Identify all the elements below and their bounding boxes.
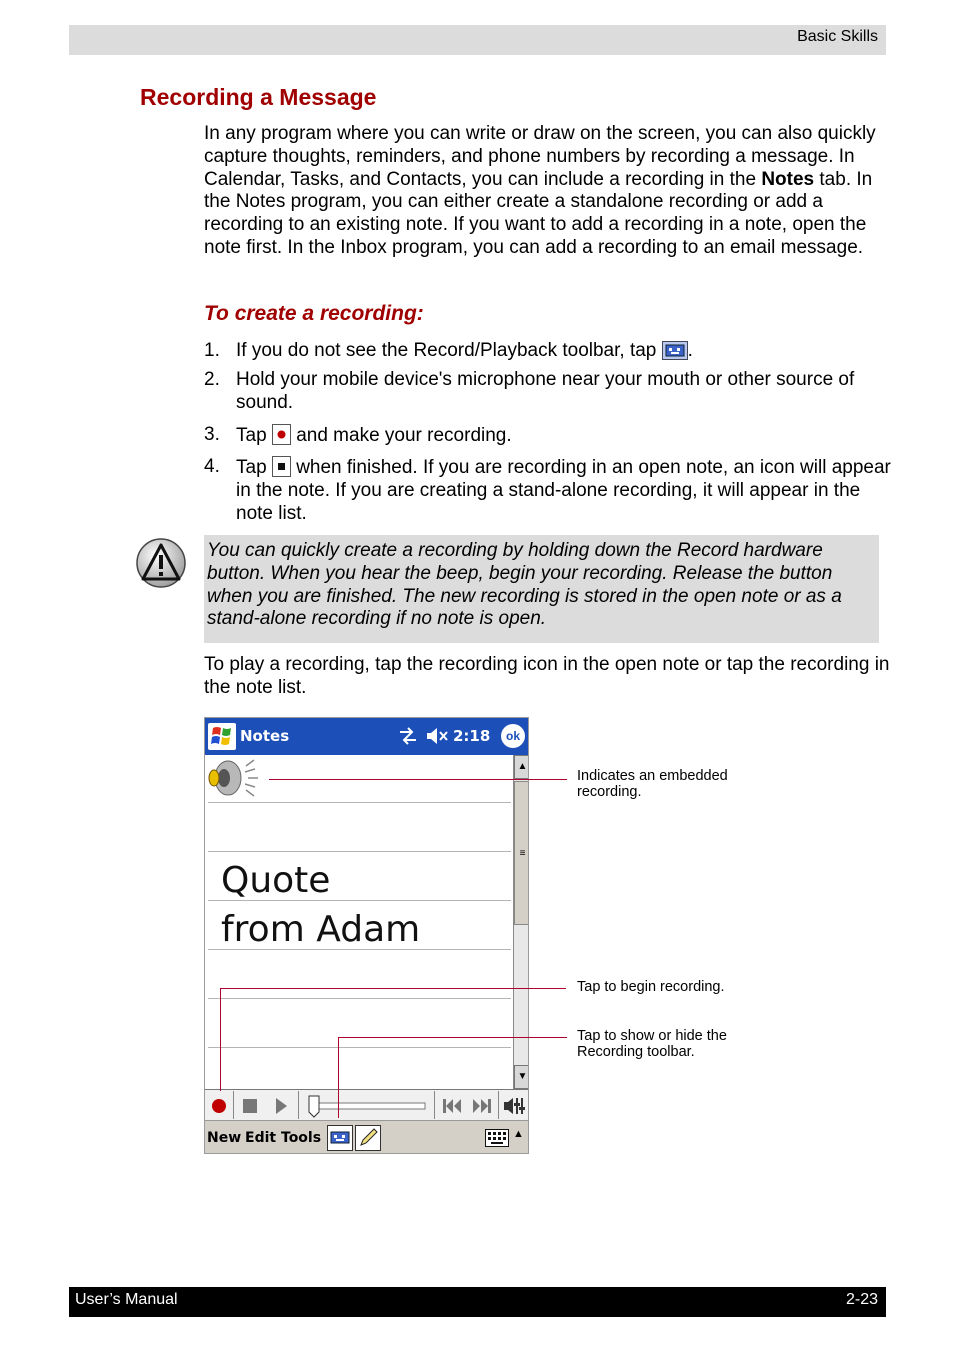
step-text: Hold your mobile device's microphone near your mouth or other source of sound. <box>236 369 855 413</box>
section-title: Recording a Message <box>140 84 377 110</box>
step-text <box>236 340 896 363</box>
handwriting-line-2[interactable]: from Adam <box>221 909 421 950</box>
handwriting-line-1[interactable]: Quote <box>221 860 331 901</box>
callout-embedded-recording: Indicates an embedded recording. <box>577 768 728 800</box>
device-title-bar <box>205 718 529 755</box>
step-2 <box>204 369 894 417</box>
volume-muted-icon[interactable] <box>425 727 449 745</box>
play-button[interactable] <box>271 1096 291 1116</box>
footer-page-number: 2-23 <box>845 1291 878 1308</box>
note-text: You can quickly create a recording by holding down the Record hardware button. When you hear the beep, begin your recording. Release the button when you are finished. The new recording is stored in the open note or as a stand-alone recording if no note is open. <box>207 540 842 630</box>
step-text-before: If you do not see the Record/Playback toolbar, tap <box>236 340 662 361</box>
note-rule <box>208 1047 511 1048</box>
scroll-thumb[interactable]: ≡ <box>514 781 529 925</box>
callout-toggle-toolbar: Tap to show or hide the Recording toolbar. <box>577 1028 727 1060</box>
command-bar <box>205 1121 529 1154</box>
skip-forward-button[interactable] <box>471 1096 493 1116</box>
stop-button[interactable] <box>240 1096 260 1116</box>
step-text-after: . <box>687 340 693 361</box>
callout-begin-recording: Tap to begin recording. <box>577 979 725 995</box>
step-text-after: and make your recording. <box>296 425 512 446</box>
record-button[interactable] <box>208 1095 230 1117</box>
page-footer <box>69 1287 886 1317</box>
callout-line-3-vertical <box>338 1037 339 1118</box>
page-header <box>69 25 886 55</box>
embedded-recording-icon[interactable] <box>208 756 260 802</box>
device-screenshot <box>204 717 529 1154</box>
step-4 <box>204 456 894 526</box>
callout-line-2 <box>220 988 566 989</box>
play-paragraph: To play a recording, tap the recording icon in the open note or tap the recording in the note list. <box>204 654 890 698</box>
footer-manual-label: User’s Manual <box>75 1291 178 1308</box>
intro-paragraph <box>204 123 894 260</box>
record-button-icon[interactable] <box>272 424 291 445</box>
step-text <box>236 424 896 448</box>
callout-line-3 <box>338 1037 567 1038</box>
menu-tools[interactable]: Tools <box>281 1130 322 1146</box>
start-menu-icon[interactable] <box>207 722 237 751</box>
step-3 <box>204 424 894 448</box>
step-text-after: when finished. If you are recording in an open note, an icon will appear in the note. If you are creating a stand-alone recording, it will appear in the note list. <box>236 457 891 524</box>
warning-icon <box>135 537 187 589</box>
device-clock: 2:18 <box>453 727 491 745</box>
step-number: 4. <box>204 456 220 477</box>
step-1 <box>204 340 894 364</box>
step-text-before: Tap <box>236 425 272 446</box>
position-slider[interactable] <box>305 1094 430 1118</box>
device-app-title: Notes <box>240 727 290 745</box>
header-section-label: Basic Skills <box>797 28 878 45</box>
intro-bold-notes: Notes <box>761 168 815 190</box>
note-rule <box>208 851 511 852</box>
note-rule <box>208 998 511 999</box>
intro-text-1: In any program where you can write or draw on the screen, you can also quickly capture thoughts, reminders, and phone numbers by recording a message. In Calendar, Tasks, and Contacts, you can include a recording in the <box>204 123 876 190</box>
scroll-down-button[interactable]: ▼ <box>514 1065 529 1089</box>
recording-toolbar-icon[interactable] <box>662 341 688 360</box>
step-number: 3. <box>204 424 220 445</box>
stop-button-icon[interactable] <box>272 456 291 477</box>
recording-toolbar <box>205 1089 529 1121</box>
step-text-before: Tap <box>236 457 272 478</box>
step-number: 1. <box>204 340 220 361</box>
scroll-up-button[interactable]: ▲ <box>514 755 529 779</box>
recording-toolbar-toggle-icon[interactable] <box>327 1125 353 1151</box>
note-rule <box>208 802 511 803</box>
callout-line-1 <box>269 779 567 780</box>
intro-text-2: tab. In the Notes program, you can either create a standalone recording or add a recording to an existing note. If you want to add a recording in a note, open the note first. In the Inbox program, you can add a recording to an email message. <box>204 168 873 258</box>
menu-new[interactable]: New <box>207 1130 242 1146</box>
menu-edit[interactable]: Edit <box>245 1130 277 1146</box>
volume-icon[interactable] <box>503 1095 527 1117</box>
connectivity-icon[interactable] <box>398 727 418 745</box>
callout-line-2-vertical <box>220 988 221 1091</box>
input-panel-arrow-icon[interactable]: ▲ <box>513 1128 524 1140</box>
pen-icon[interactable] <box>355 1125 381 1151</box>
vertical-scrollbar[interactable] <box>513 755 529 1089</box>
skip-back-button[interactable] <box>441 1096 463 1116</box>
ok-button[interactable]: ok <box>501 724 525 748</box>
keyboard-icon[interactable] <box>485 1129 509 1147</box>
step-number: 2. <box>204 369 220 390</box>
step-text <box>236 456 896 525</box>
note-box <box>204 535 879 643</box>
subheading: To create a recording: <box>204 302 424 325</box>
